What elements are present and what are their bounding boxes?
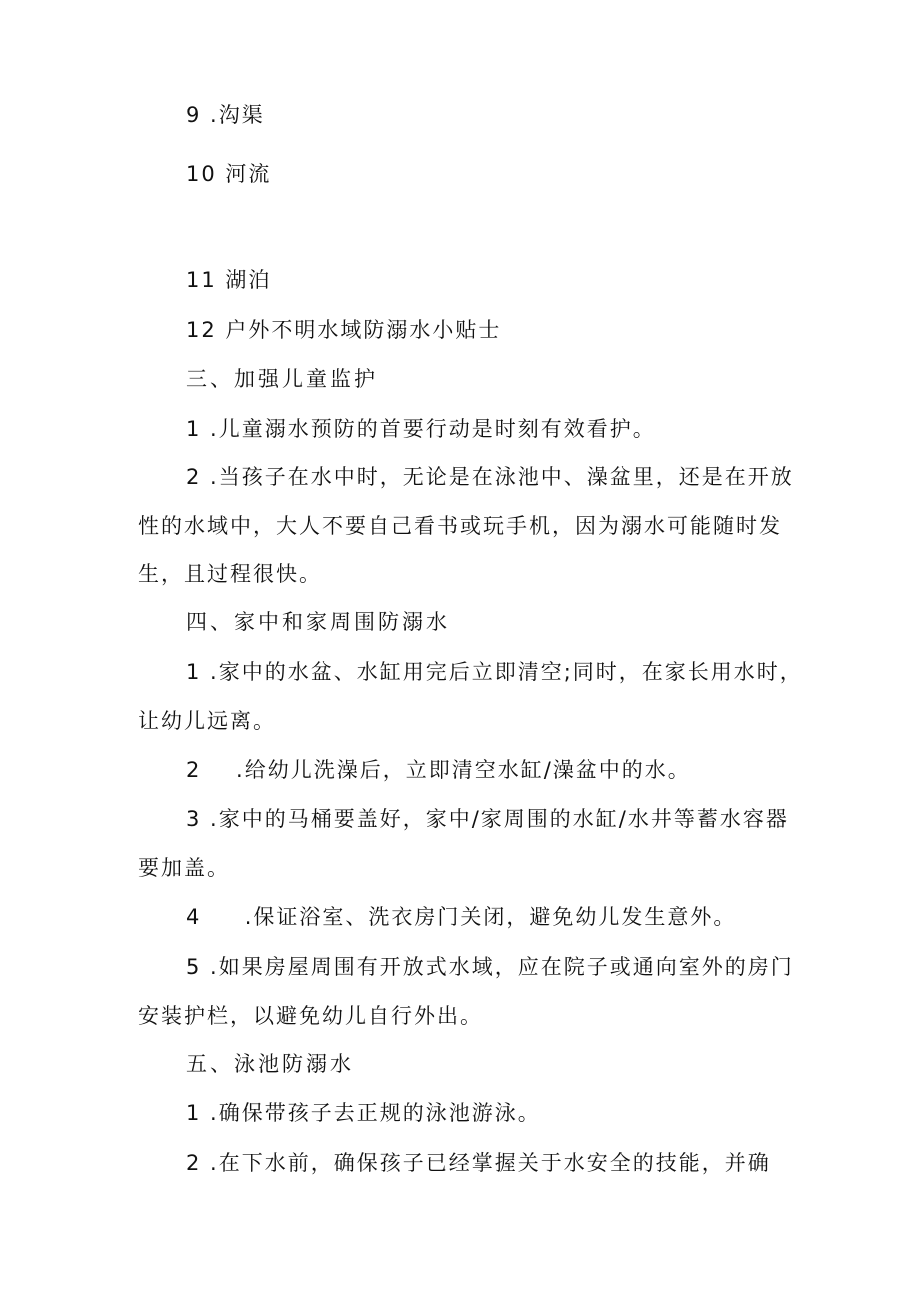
paragraph-line: 2 .在下水前，确保孩子已经掌握关于水安全的技能，并确	[186, 1151, 771, 1175]
paragraph-line: 1 .确保带孩子去正规的泳池游泳。	[186, 1101, 541, 1125]
paragraph-line: 5 .如果房屋周围有开放式水域，应在院子或通向室外的房门	[186, 955, 794, 979]
list-item-outdoor-tips: 12 户外不明水域防溺水小贴士	[186, 318, 502, 342]
paragraph-line: 1 .儿童溺水预防的首要行动是时刻有效看护。	[186, 417, 656, 441]
paragraph-line: 3 .家中的马桶要盖好，家中/家周围的水缸/水井等蓄水容器	[186, 807, 789, 831]
section-heading-supervision: 三、加强儿童监护	[186, 367, 378, 391]
section-heading-home: 四、家中和家周围防溺水	[186, 610, 450, 634]
list-item-lake: 11 湖泊	[186, 268, 272, 292]
section-heading-pool: 五、泳池防溺水	[186, 1052, 354, 1076]
paragraph-line: 4 .保证浴室、洗衣房门关闭，避免幼儿发生意外。	[186, 905, 737, 929]
list-item-ditch: 9 .沟渠	[186, 103, 265, 127]
paragraph-line: 要加盖。	[138, 856, 230, 880]
list-item-river: 10 河流	[186, 162, 272, 186]
paragraph-line: 让幼儿远离。	[138, 709, 276, 733]
paragraph-line: 2 .给幼儿洗澡后，立即清空水缸/澡盆中的水。	[186, 758, 691, 782]
paragraph-line: 1 .家中的水盆、水缸用完后立即清空;同时，在家长用水时，	[186, 660, 803, 684]
paragraph-line: 安装护栏，以避免幼儿自行外出。	[138, 1004, 483, 1028]
paragraph-line: 性的水域中，大人不要自己看书或玩手机，因为溺水可能随时发	[138, 514, 782, 538]
paragraph-line: 2 .当孩子在水中时，无论是在泳池中、澡盆里，还是在开放	[186, 465, 794, 489]
paragraph-line: 生，且过程很快。	[138, 562, 322, 586]
